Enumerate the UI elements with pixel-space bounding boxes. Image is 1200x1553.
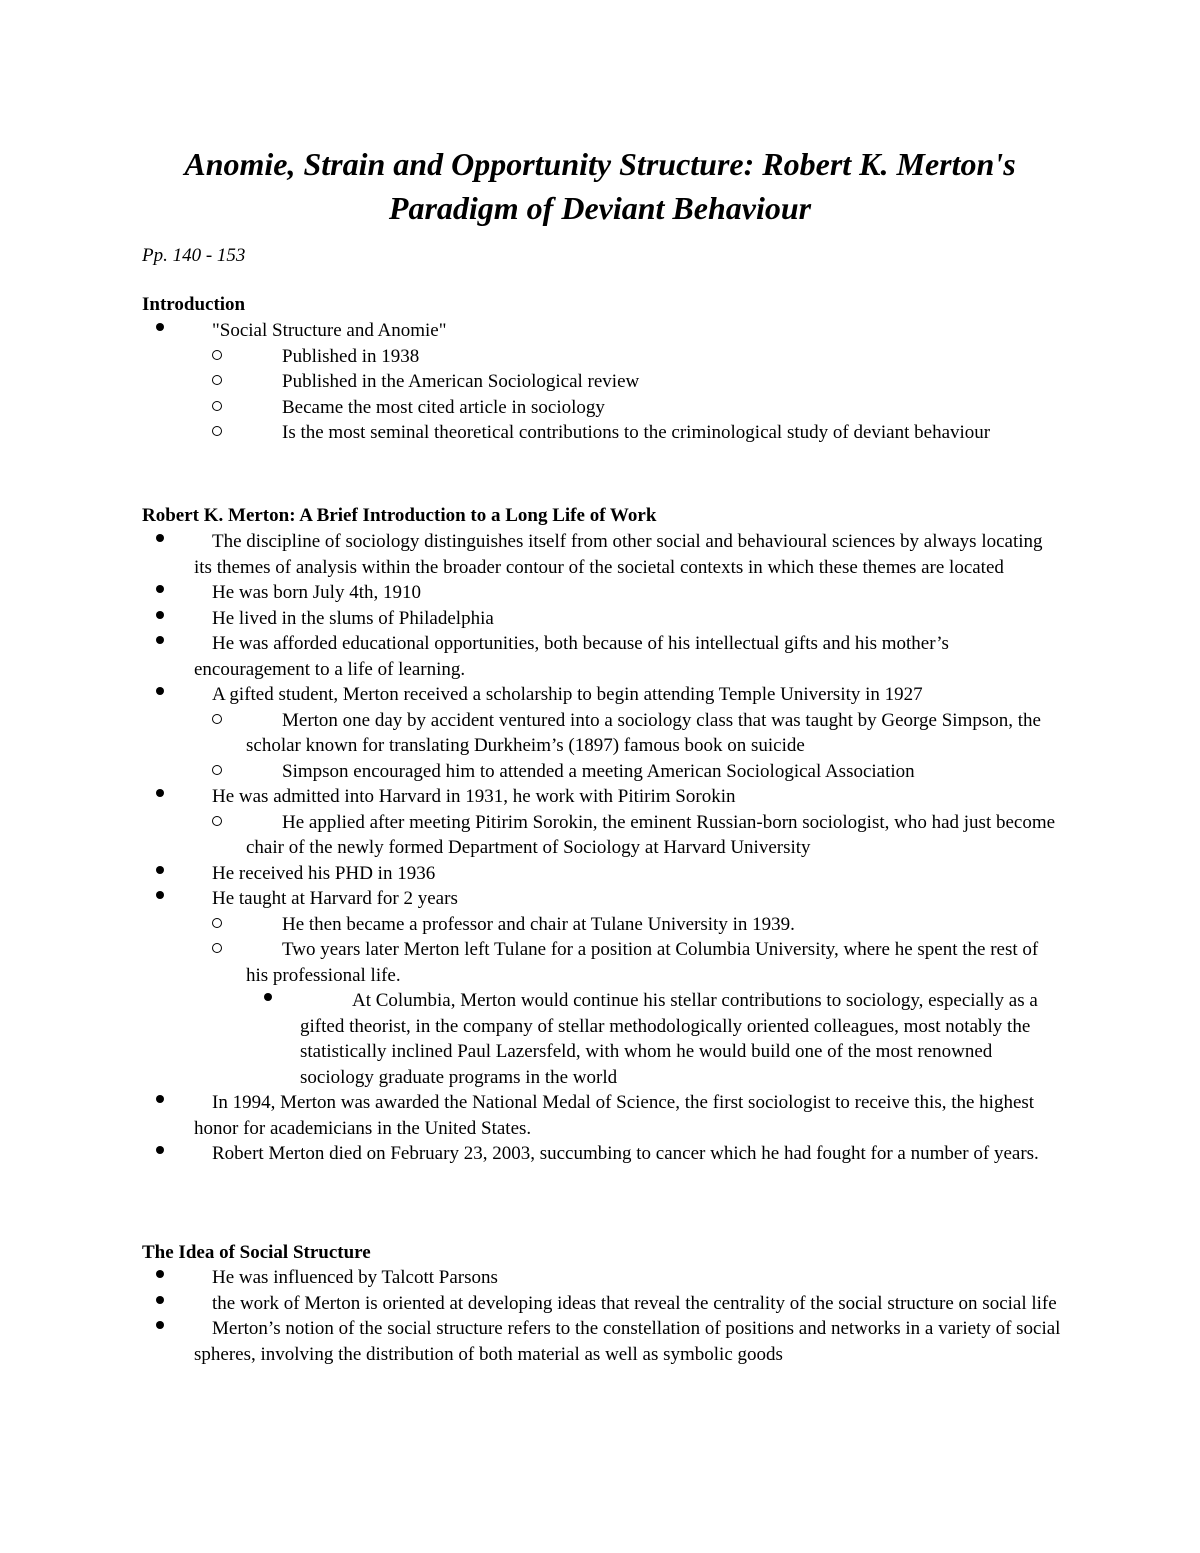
list-item-text: Robert Merton died on February 23, 2003, succumbing to cancer which he had fought for a number of years. <box>212 1143 1039 1164</box>
list-item-text: A gifted student, Merton received a scholarship to begin attending Temple University in 1927 <box>212 684 923 705</box>
section-social-structure-list <box>0 1265 1200 1367</box>
list-item-text: Published in the American Sociological review <box>282 371 640 392</box>
list-item <box>246 708 1060 759</box>
hollow-bullet-icon <box>212 816 222 826</box>
list-item-text: Became the most cited article in sociology <box>282 396 605 418</box>
hollow-bullet-icon <box>212 426 222 436</box>
list-item-text: He then became a professor and chair at Tulane University in 1939. <box>282 913 795 935</box>
bullet-icon <box>156 1095 164 1103</box>
list-item <box>246 344 1060 370</box>
hollow-bullet-icon <box>212 943 222 953</box>
hollow-bullet-icon <box>212 918 222 928</box>
list-item-text: Is the most seminal theoretical contributions to the criminological study of deviant behaviour <box>282 422 991 443</box>
list-item-text: Simpson encouraged him to attended a meeting American Sociological Association <box>282 760 915 782</box>
bullet-icon <box>156 1296 164 1304</box>
list-item-text: He was afforded educational opportunities, both because of his intellectual gifts and his mother’s encouragement to a life of learning. <box>194 633 949 680</box>
list-item <box>194 606 1064 632</box>
bullet-icon <box>156 323 164 331</box>
list-item <box>300 988 1060 1090</box>
hollow-bullet-icon <box>212 350 222 360</box>
list-item-text: He was born July 4th, 1910 <box>212 582 421 603</box>
list-item <box>194 529 1064 580</box>
list-item <box>194 886 1064 912</box>
section-heading-merton-brief-introduction: Robert K. Merton: A Brief Introduction to a Long Life of Work <box>142 505 657 526</box>
bullet-icon <box>264 993 272 1001</box>
list-item-text: the work of Merton is oriented at developing ideas that reveal the centrality of the social structure on social life <box>212 1292 1057 1314</box>
list-item-text: He taught at Harvard for 2 years <box>212 888 458 909</box>
page-range: Pp. 140 - 153 <box>142 245 246 266</box>
list-item <box>246 810 1060 861</box>
list-item <box>194 1141 1064 1167</box>
list-item <box>194 682 1064 708</box>
bullet-icon <box>156 585 164 593</box>
bullet-icon <box>156 1146 164 1154</box>
list-item <box>246 420 1060 446</box>
bullet-icon <box>156 1270 164 1278</box>
list-item <box>194 784 1064 810</box>
list-item-text: He was admitted into Harvard in 1931, he work with Pitirim Sorokin <box>212 786 736 807</box>
list-item <box>194 1316 1064 1367</box>
list-item <box>194 318 1064 344</box>
section-heading-introduction: Introduction <box>142 294 246 315</box>
list-item-text: The discipline of sociology distinguishes itself from other social and behavioural sciences by always locating its themes of analysis within the broader contour of the societal contexts in which these themes are located <box>194 531 1043 578</box>
bullet-icon <box>156 534 164 542</box>
hollow-bullet-icon <box>212 401 222 411</box>
section-merton-brief-introduction-list <box>0 529 1200 1167</box>
list-item <box>194 631 1064 682</box>
list-item-text: He applied after meeting Pitirim Sorokin, the eminent Russian-born sociologist, who had just become chair of the newly formed Department of Sociology at Harvard University <box>246 811 1056 858</box>
list-item-text: At Columbia, Merton would continue his stellar contributions to sociology, especially as a gifted theorist, in the company of stellar methodologically oriented colleagues, most notably the statistically inclined Paul Lazersfeld, with whom he would build one of the most renowned sociology graduate programs in the world <box>300 990 1038 1088</box>
list-item <box>194 1265 1064 1291</box>
bullet-icon <box>156 611 164 619</box>
bullet-icon <box>156 789 164 797</box>
list-item-text: Merton’s notion of the social structure refers to the constellation of positions and networks in a variety of social spheres, involving the distribution of both material as well as symbolic goods <box>194 1318 1061 1365</box>
list-item <box>246 759 1060 785</box>
list-item <box>194 1090 1064 1141</box>
bullet-icon <box>156 1321 164 1329</box>
bullet-icon <box>156 636 164 644</box>
list-item-text: Published in 1938 <box>282 345 420 367</box>
list-item-text: Merton one day by accident ventured into a sociology class that was taught by George Simpson, the scholar known for translating Durkheim’s (1897) famous book on suicide <box>246 709 1041 756</box>
list-item <box>194 1291 1064 1317</box>
bullet-icon <box>156 891 164 899</box>
hollow-bullet-icon <box>212 375 222 385</box>
list-item <box>246 369 1060 395</box>
list-item <box>246 937 1060 988</box>
list-item <box>194 580 1064 606</box>
list-item-text: In 1994, Merton was awarded the National Medal of Science, the first sociologist to receive this, the highest honor for academicians in the United States. <box>194 1092 1035 1139</box>
hollow-bullet-icon <box>212 765 222 775</box>
section-heading-social-structure: The Idea of Social Structure <box>142 1242 371 1263</box>
list-item-text: He was influenced by Talcott Parsons <box>212 1267 498 1288</box>
document-title-line-2: Paradigm of Deviant Behaviour <box>388 190 812 226</box>
list-item-text: He received his PHD in 1936 <box>212 862 436 884</box>
list-item <box>194 861 1064 887</box>
bullet-icon <box>156 687 164 695</box>
list-item <box>246 912 1060 938</box>
list-item-text: Two years later Merton left Tulane for a position at Columbia University, where he spent the rest of his professional life. <box>246 939 1039 986</box>
document-title-line-1: Anomie, Strain and Opportunity Structure: Robert K. Merton's <box>184 146 1016 182</box>
list-item-text: "Social Structure and Anomie" <box>212 320 447 341</box>
bullet-icon <box>156 866 164 874</box>
list-item <box>246 395 1060 421</box>
section-introduction-list <box>0 318 1200 446</box>
hollow-bullet-icon <box>212 714 222 724</box>
list-item-text: He lived in the slums of Philadelphia <box>212 607 494 629</box>
